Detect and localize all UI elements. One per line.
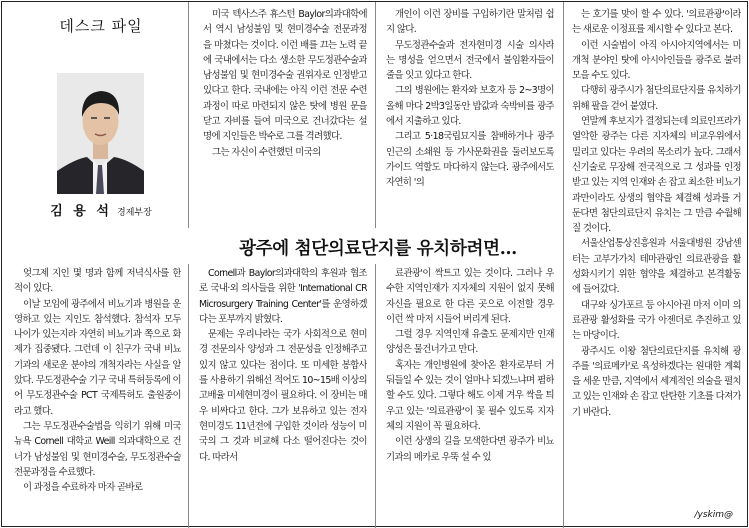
text-block-lower-1	[14, 266, 181, 521]
paragraph: 혹자는 개인병원에 찾아온 환자로부터 거둬들일 수 있는 것이 얼마나 되겠느냐며 폄하할 수도 있다. 그렇다 해도 이제 겨우 싹을 틔우고 있는 '의료관광'이 꽃 필수 있도록 지자체의 지원이 꼭 필요하다.	[386, 359, 554, 432]
paragraph: 무도정관수술과 전자현미경 시술 의사라는 명성을 얻으면서 전국에서 불임환자들이 줄을 잇고 있다고 한다.	[386, 39, 554, 82]
author-photo	[57, 73, 144, 194]
paragraph: 이런 시술법이 아직 아시아지역에서는 미개척 분야인 탓에 아시아인들을 광주로 불러 모을 수도 있다.	[572, 39, 741, 82]
text-block-upper-3	[386, 7, 554, 223]
column-divider	[375, 264, 376, 528]
paragraph: 이날 모임에 광주에서 비뇨기과 병원을 운영하고 있는 지인도 참석했다. 참석자 모두 나이가 있는지라 자연히 비뇨기과 쪽으로 화제가 집중됐다. 그런데 이 친구가 국내 비뇨기과의 새로운 분야의 개척자라는 사실을 알았다. 무도정관수술 기구 국내 특허등록에 이어 무도정관수술 PCT 국제특허도 출원중이라고 했다.	[14, 298, 181, 417]
paragraph: 미국 텍사스주 휴스턴 Baylor의과대학에서 역시 남성불임 및 현미경수술 전문과정을 마쳤다는 것이다. 이런 배를 끄는 노력 끝에 국내에서는 다소 생소한 무도정관수술과 남성불임 및 현미경수술 권위자로 인정받고 있다고 한다. 국내에는 아직 이런 전문 수련과정이 따로 마련되지 않은 탓에 병원 문을 닫고 자비를 들여 미국으로 건너갔다는 설명에 지인들은 박수로 그를 격려했다.	[203, 9, 367, 143]
paragraph: 그는 자신이 수련했던 미국의	[212, 146, 321, 158]
author-portrait-icon	[57, 73, 144, 194]
paragraph: 그의 병원에는 환자와 보호자 등 2~3명이 올해 마다 2박3일동안 밥값과 숙박비를 광주에서 지출하고 있다.	[386, 85, 554, 128]
text-block-lower-3	[386, 266, 554, 521]
text-block-upper-2	[203, 7, 367, 223]
paragraph: 그리고 5·18국립묘지를 참배하거나 광주 인근의 소쇄원 등 가사문화권을 둘러보도록 가이드 역할도 마다하지 않는다. 광주에서도 자연히 '의	[386, 131, 554, 189]
column-divider	[188, 264, 189, 528]
paragraph: 개인이 이런 장비를 구입하기란 말처럼 쉽지 않다.	[386, 9, 554, 36]
paragraph: 서울산업통상진흥원과 서울대병원 강남센터는 고부가가치 테마관광인 의료관광을 활성화시키기 위한 협약을 체결하고 본격활동에 들어갔다.	[572, 238, 741, 296]
column-page	[1, 1, 748, 527]
text-block-lower-2	[199, 266, 367, 521]
paragraph: 대구와 싱가포르 등 아시아권 마저 이미 의료관광 활성화를 국가 아젠더로 추진하고 있는 마당이다.	[572, 299, 741, 342]
paragraph: 료관광'이 싹트고 있는 것이다. 그러나 우수한 지역인재가 지자체의 지원이 없지 못해 자신을 필요로 한 다른 곳으로 이전할 경우 이런 싹 마저 시들어 버리게 된다.	[386, 268, 554, 325]
column-divider	[188, 2, 189, 228]
paragraph: 엊그제 지인 몇 명과 함께 저녁식사를 한 적이 있다.	[14, 268, 181, 295]
paragraph: 다행히 광주시가 첨단의료단지를 유치하기 위해 팔을 걷어 붙였다.	[572, 85, 741, 112]
headline: 광주에 첨단의료단지를 유치하려면…	[239, 239, 517, 259]
paragraph: 그럴 경우 지역인재 유출도 문제지만 인재 양성은 물건너가고 만다.	[386, 329, 554, 356]
paragraph: 이런 상생의 길을 모색한다면 광주가 비뇨기과의 메카로 우뚝 설 수 있	[386, 436, 554, 463]
author-name: 김 용 석	[50, 204, 112, 219]
paragraph: 는 호기를 맞이 할 수 있다. '의료관광'이라는 새로운 이정표를 제시할 수 있다고 본다.	[572, 9, 741, 36]
author-rank: 경제부장	[117, 208, 152, 218]
author-byline	[16, 200, 186, 219]
paragraph: 이 과정을 수료하자 마자 곧바로	[23, 482, 143, 494]
paragraph: 그는 무도정관수술법을 익히기 위해 미국 뉴욕 Cornell 대학교 Weill 의과대학으로 건너가 남성불임 및 현미경수술, 무도정관수술 전문과정을 수료했다.	[14, 420, 181, 478]
column-name: 데스크 파일	[59, 17, 143, 35]
text-block-right	[572, 7, 741, 507]
paragraph: 광주시도 이왕 첨단의료단지를 유치해 광주를 '의료메카'로 육성하겠다는 원대한 계획을 세운 만큼, 지역에서 세계적인 의술을 펼치고 있는 인재와 손 잡고 탄탄한 기초를 다져가기 바란다.	[572, 345, 741, 418]
signature: /yskim@	[694, 510, 733, 520]
column-divider	[563, 2, 564, 528]
paragraph: Cornell과 Baylor의과대학의 후원과 협조로 국내·외 의사들을 위한 'International CR Microsurgery Training Center'를 운영하겠다는 포부까지 밝혔다.	[199, 268, 367, 325]
paragraph: 문제는 우리나라는 국가 사회적으로 현미경 전문의사 양성과 그 전문성을 인정해주고 있지 않고 있다는 점이다. 또 미세한 봉합사를 사용하기 위해선 적어도 10~15배 이상의 고배율 미세현미경이 필요하다. 이 장비는 매우 비싸다고 한다. 그가 보유하고 있는 전자현미경도 11년전에 구입한 것이라 성능이 미국의 그 것과 비교해 다소 떨어진다는 것이다. 따라서	[199, 329, 367, 463]
column-divider	[375, 2, 376, 228]
paragraph: 연말께 후보지가 결정되는데 의료인프라가 열악한 광주는 다른 지자체의 비교우위에서 밀리고 있다는 우려의 목소리가 높다. 그래서 신기술로 무장해 전국적으로 그 성과를 인정받고 있는 지역 인재와 손 잡고 최소한 비뇨기과만이라도 상생의 협약을 체결해 성과를 거둔다면 첨단의료단지 유치는 그 만큼 수월해 질 것이다.	[572, 116, 741, 235]
